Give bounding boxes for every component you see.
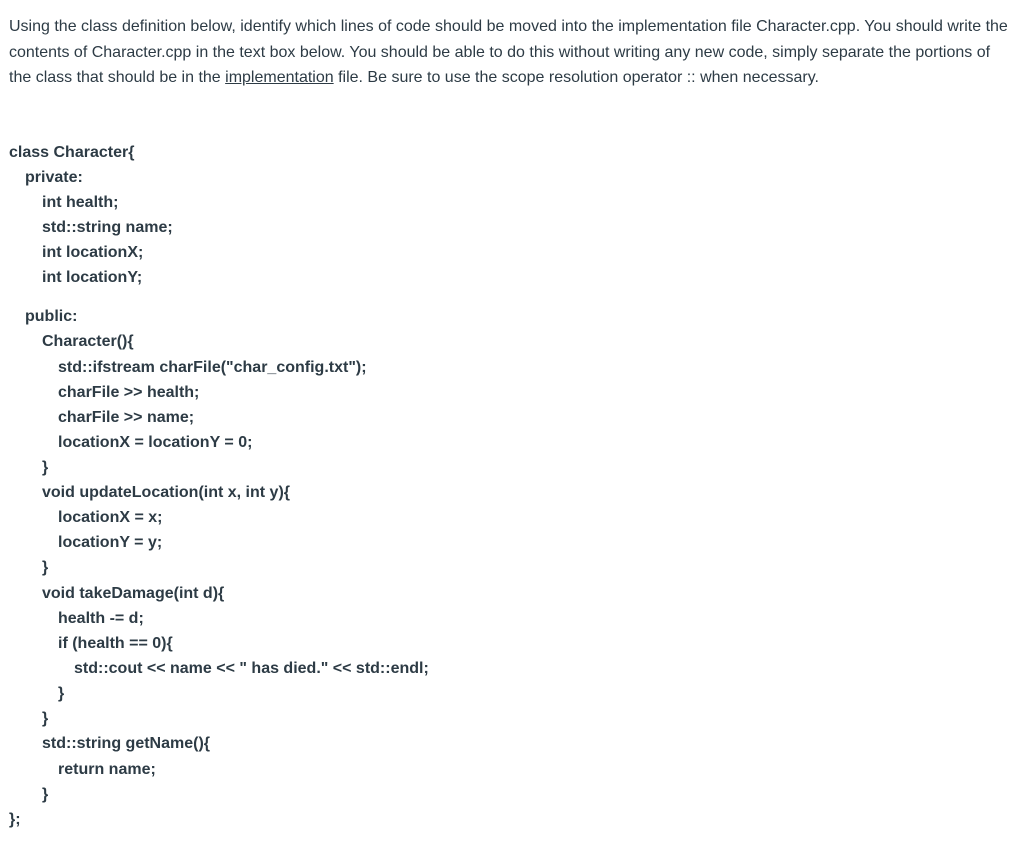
code-line-read-health: charFile >> health; — [58, 384, 200, 401]
code-line-init-location: locationX = locationY = 0; — [58, 434, 253, 451]
code-line-health-member: int health; — [42, 194, 119, 211]
code-line-return-name: return name; — [58, 761, 156, 778]
code-line-takedamage: void takeDamage(int d){ — [42, 585, 225, 602]
code-line-read-name: charFile >> name; — [58, 409, 195, 426]
code-line-set-locationx: locationX = x; — [58, 509, 163, 526]
code-line-locationx-member: int locationX; — [42, 244, 144, 261]
code-line-public: public: — [25, 308, 78, 325]
code-line-class-close: }; — [9, 811, 21, 828]
question-text-part-2: file. Be sure to use the scope resolution operator :: when necessary. — [333, 69, 819, 86]
code-line-ifstream: std::ifstream charFile("char_config.txt"); — [58, 359, 367, 376]
code-line-constructor-close: } — [42, 459, 49, 476]
code-line-updatelocation-close: } — [42, 559, 49, 576]
code-line-locationy-member: int locationY; — [42, 269, 143, 286]
code-line-getname: std::string getName(){ — [42, 735, 211, 752]
code-line-constructor: Character(){ — [42, 333, 134, 350]
code-line-cout-died: std::cout << name << " has died." << std::endl; — [74, 660, 429, 677]
implementation-link[interactable]: implementation — [225, 69, 334, 86]
code-line-set-locationy: locationY = y; — [58, 534, 163, 551]
code-line-if-health-zero: if (health == 0){ — [58, 635, 173, 652]
code-line-if-close: } — [58, 685, 65, 702]
code-line-updatelocation: void updateLocation(int x, int y){ — [42, 484, 290, 501]
question-text-part-1: Using the class definition below, identify which lines of code should be moved into the implementation file Character.cpp. You should write the contents of Character.cpp in the text box below. You should be able to do this without writing any new code, simply separate the portions of the class that should be in the — [9, 18, 1008, 86]
code-line-private: private: — [25, 169, 83, 186]
code-line-name-member: std::string name; — [42, 219, 173, 236]
code-line-subtract-health: health -= d; — [58, 610, 144, 627]
code-line-getname-close: } — [42, 786, 49, 803]
code-line-class-declaration: class Character{ — [9, 144, 135, 161]
code-line-takedamage-close: } — [42, 710, 49, 727]
